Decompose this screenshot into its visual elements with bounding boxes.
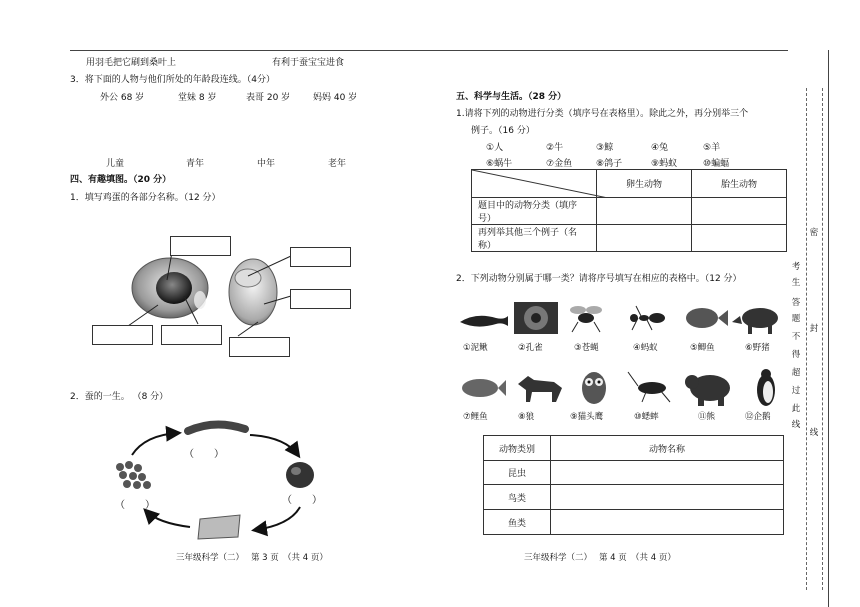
animal-option: ①人: [486, 143, 504, 153]
col-viviparous: 胎生动物: [692, 170, 787, 198]
picture-label: ⑩蟋蟀: [634, 412, 659, 422]
q4-2-title: 2．蚕的一生。 （8 分）: [70, 392, 169, 402]
note-char: 线: [791, 420, 801, 430]
note-char: 生: [791, 278, 801, 288]
seal-dash-line: [806, 88, 807, 590]
cycle-arrow: [255, 507, 300, 530]
q3-person: 妈妈 40 岁: [313, 93, 358, 103]
animal-option: ⑩蝙蝠: [703, 159, 730, 169]
picture-label: ⑦鲤鱼: [463, 412, 488, 422]
q3-age: 老年: [328, 159, 347, 169]
crucian-carp-icon: [686, 308, 728, 328]
note-char: 得: [791, 350, 801, 360]
answer-cell[interactable]: [597, 198, 692, 225]
cricket-icon: [628, 372, 670, 402]
ant-icon: [630, 306, 665, 330]
row-classify-label: 题目中的动物分类（填序号）: [472, 198, 597, 225]
diagonal-header-cell: [472, 170, 597, 198]
category-fish: 鱼类: [484, 510, 551, 535]
row-examples-label: 再列举其他三个例子（名称）: [472, 225, 597, 252]
seal-char: 线: [809, 428, 819, 438]
animal-option: ②牛: [546, 143, 564, 153]
cycle-arrow: [146, 511, 190, 527]
wild-boar-icon: [732, 308, 778, 334]
stage-answer-paren[interactable]: （ ）: [115, 500, 155, 511]
note-char: 过: [791, 386, 801, 396]
col-oviparous: 卵生动物: [597, 170, 692, 198]
top-rule: [70, 50, 788, 51]
silkworm-eggs-icon: [116, 461, 151, 489]
owl-icon: [582, 372, 606, 404]
answer-cell[interactable]: [551, 461, 784, 485]
silk-moth-icon: [198, 515, 240, 539]
cycle-arrow: [250, 435, 298, 455]
animal-option: ⑨蚂蚁: [651, 159, 678, 169]
picture-label: ③苍蝇: [574, 343, 599, 353]
note-char: 题: [791, 314, 801, 324]
silkworm-larva-icon: [188, 424, 245, 431]
stage-answer-paren[interactable]: （ ）: [184, 449, 224, 460]
animal-option: ⑤羊: [703, 143, 721, 153]
egg-answer-box[interactable]: [290, 247, 351, 267]
category-bird: 鸟类: [484, 485, 551, 510]
section5-title: 五、科学与生活。（28 分）: [456, 92, 567, 102]
picture-label: ⑥野猪: [745, 343, 770, 353]
animal-pictures-row1: [456, 298, 786, 338]
answer-cell[interactable]: [597, 225, 692, 252]
egg-answer-box[interactable]: [92, 325, 153, 345]
animal-option: ⑥蜗牛: [486, 159, 513, 169]
answer-cell[interactable]: [692, 198, 787, 225]
q3-person: 堂妹 8 岁: [178, 93, 217, 103]
q1-line1: 1.请将下列的动物进行分类（填序号在表格里）。除此之外，再分别举三个: [456, 109, 749, 119]
animal-option: ⑧鸽子: [596, 159, 623, 169]
picture-label: ④蚂蚁: [633, 343, 658, 353]
egg-answer-box[interactable]: [170, 236, 231, 256]
left-footer: 三年级科学（二） 第 3 页 （共 4 页）: [176, 553, 328, 563]
seal-dash-line: [822, 88, 823, 590]
answer-cell[interactable]: [551, 510, 784, 535]
animal-category-table: [483, 435, 784, 535]
answer-cell[interactable]: [692, 225, 787, 252]
penguin-icon: [757, 369, 775, 406]
stage-answer-paren[interactable]: （ ）: [282, 495, 322, 506]
top-line-a: 用羽毛把它刷到桑叶上: [86, 58, 177, 68]
egg-shell-shape: [229, 259, 277, 325]
cocoon-icon: [286, 462, 314, 488]
loach-icon: [460, 316, 508, 327]
animal-option: ③鲸: [596, 143, 614, 153]
q4-1-title: 1．填写鸡蛋的各部分名称。（12 分）: [70, 193, 221, 203]
q3-person: 表哥 20 岁: [246, 93, 291, 103]
seal-char: 封: [809, 324, 819, 334]
q1-line2: 例子。（16 分）: [471, 126, 535, 136]
picture-label: ⑤鲫鱼: [690, 343, 715, 353]
egg-answer-box[interactable]: [161, 325, 222, 345]
q3-age: 儿童: [106, 159, 125, 169]
seal-char: 密: [809, 228, 819, 238]
q3-person: 外公 68 岁: [100, 93, 145, 103]
wolf-icon: [518, 376, 562, 402]
carp-icon: [462, 379, 506, 397]
picture-label: ⑨猫头鹰: [570, 412, 604, 422]
top-line-b: 有利于蚕宝宝进食: [272, 58, 345, 68]
animal-option: ④兔: [651, 143, 669, 153]
egg-yolk-shape: [156, 272, 192, 304]
picture-label: ⑫企鹅: [745, 412, 771, 422]
animal-option: ⑦金鱼: [546, 159, 573, 169]
q3-age: 青年: [186, 159, 205, 169]
section4-title: 四、有趣填图。（20 分）: [70, 175, 172, 185]
picture-label: ①泥鳅: [463, 343, 488, 353]
q2-title: 2．下列动物分别属于哪一类？请将序号填写在相应的表格中。（12 分）: [456, 274, 742, 284]
animal-pictures-row2: [456, 366, 786, 408]
note-char: 考: [791, 262, 801, 272]
head-category: 动物类别: [484, 436, 551, 461]
q3-title: 3．将下面的人物与他们所处的年龄段连线。（4分）: [70, 75, 275, 85]
category-insect: 昆虫: [484, 461, 551, 485]
peacock-icon: [514, 302, 558, 334]
note-char: 不: [791, 332, 801, 342]
bear-icon: [685, 375, 730, 406]
classification-table: [471, 169, 787, 252]
egg-answer-box[interactable]: [229, 337, 290, 357]
note-char: 答: [791, 298, 801, 308]
egg-answer-box[interactable]: [290, 289, 351, 309]
cycle-arrow: [132, 433, 178, 455]
picture-label: ②孔雀: [518, 343, 543, 353]
right-footer: 三年级科学（二） 第 4 页 （共 4 页）: [524, 553, 676, 563]
answer-cell[interactable]: [551, 485, 784, 510]
page-edge-line: [828, 50, 829, 607]
fly-icon: [570, 306, 602, 332]
picture-label: ⑪熊: [698, 412, 716, 422]
picture-label: ⑧狼: [518, 412, 535, 422]
note-char: 此: [791, 404, 801, 414]
silkworm-cycle-diagram: [100, 415, 330, 545]
note-char: 超: [791, 368, 801, 378]
head-names: 动物名称: [551, 436, 784, 461]
q3-age: 中年: [257, 159, 276, 169]
